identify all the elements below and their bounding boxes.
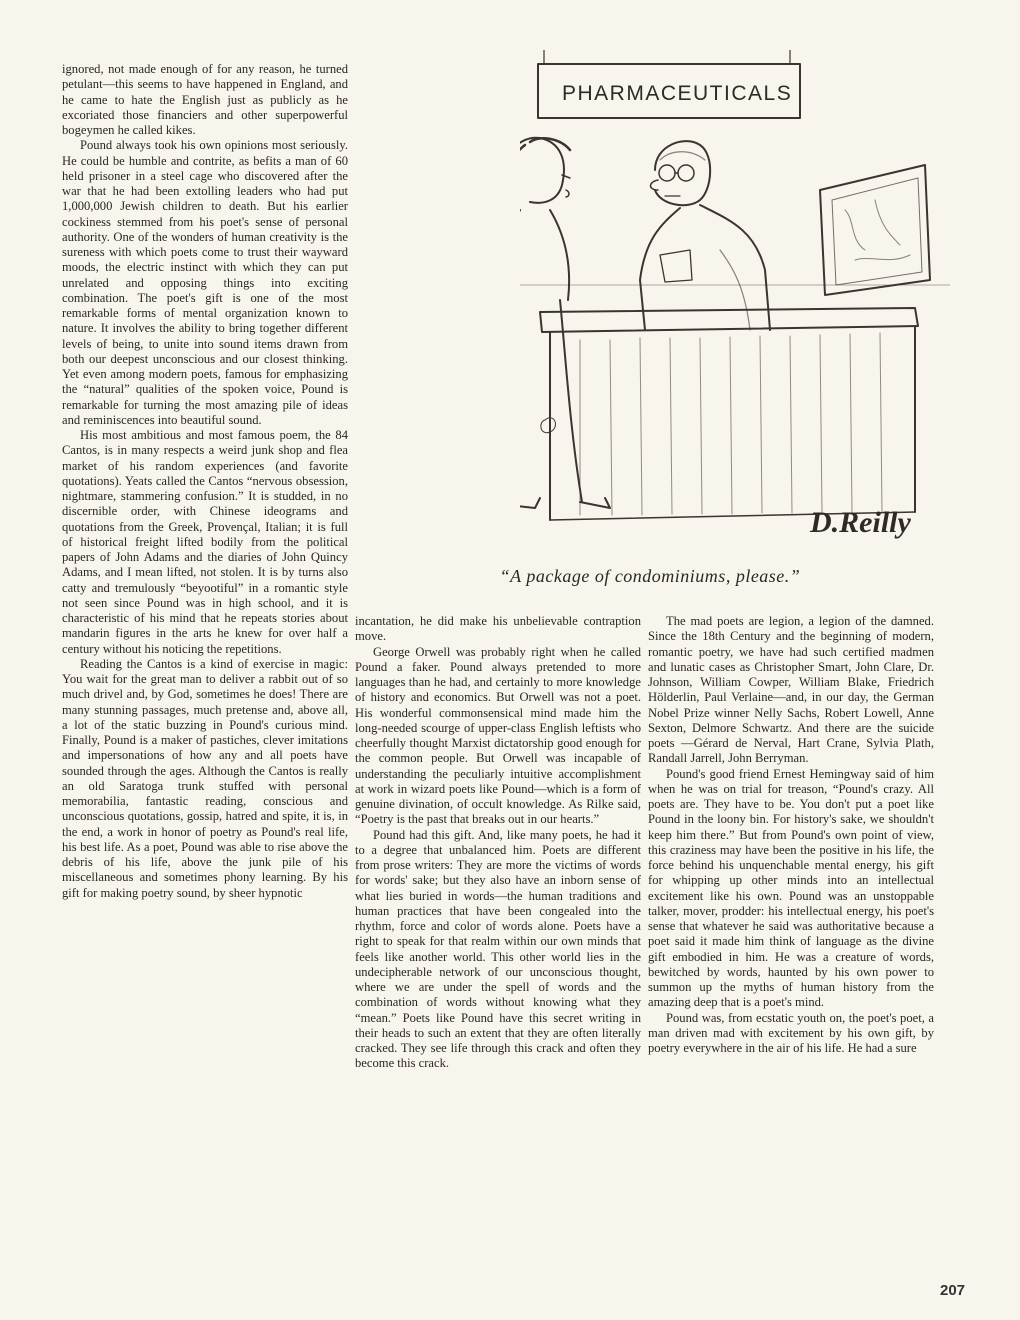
article-column-left <box>62 62 348 901</box>
customer-figure <box>520 138 610 508</box>
paragraph: Pound's good friend Ernest Hemingway said of him when he was on trial for treason, “Pound's crazy. All poets are. They have to be. You don't put a poet like Pound in the loony bin. For history's sake, we shouldn't keep him there.” But from Pound's own point of view, this craziness may have been the positive in his life, the force behind his unquenchable mental energy, his gift for whipping up other minds into an intellectual excitement like his own. Pound was an unstoppable talker, mover, prodder: his intellectual energy, his poet's sense that whatever he said was authoritative because a poet said it made him think of language as the divine gift embodied in him. He was a creature of words, bewitched by words, haunted by his own power to summon up the myths of human history from the amazing deep that is a poet's mind. <box>648 766 934 1010</box>
paragraph: Pound had this gift. And, like many poets, he had it to a degree that unbalanced him. Poets are different from prose writers: They are more the victims of words for words' sake; but they also have an inborn sense of what lies buried in words—the human traditions and human practices that have been congealed into the rhythm, force and color of words alone. Poets have a right to speak for that realm within our own minds that feels like another world. This other world lies in the undecipherable network of our unconscious thought, where we are under the spell of words and the combination of words without knowing what they “mean.” Poets like Pound have this secret writing in their heads to such an extent that they are often literally cracked. They see life through this crack and often they become this crack. <box>355 827 641 1071</box>
article-column-middle <box>355 614 641 1072</box>
cartoon-illustration <box>520 50 950 550</box>
article-column-right <box>648 614 934 1056</box>
pharmacy-counter <box>540 308 918 520</box>
paragraph: George Orwell was probably right when he called Pound a faker. Pound always pretended to more languages than he had, and certainly to more knowledge of history and economics. But Orwell was not a poet. His wonderful commonsensical mind made him the long-needed scourge of upper-class English leftists who cheerfully thought Marxist dictatorship good enough for the common people. But Orwell was incapable of understanding the peculiarly intuitive accomplishment at work in wizard poets like Pound—which is a form of genuine divination, of occult knowledge. As Rilke said, “Poetry is the past that breaks out in our hearts.” <box>355 644 641 827</box>
wall-frame <box>820 165 930 295</box>
sign-text: PHARMACEUTICALS <box>562 82 793 105</box>
paragraph: Reading the Cantos is a kind of exercise in magic: You wait for the great man to deliver a rabbit out of so much drivel and, by God, sometimes he does! There are many stunning passages, much pretense and, above all, a lot of the static buzzing in Pound's curious mind. Finally, Pound is a maker of pastiches, clever imitations and impersonations of how any and all poets have sounded through the ages. Although the Cantos is really an old Saratoga trunk stuffed with personal memorabilia, fantastic reading, conscious and unconscious quotations, gossip, hatred and spite, it is, in the end, a work in honor of poetry as Pound's real life, his best life. As a poet, Pound was able to rise above the debris of his life, above the junk pile of his miscellaneous and sometimes phony learning. By his gift for making poetry sound, by sheer hypnotic <box>62 656 348 900</box>
paragraph: incantation, he did make his unbelievable contraption move. <box>355 614 641 644</box>
pharmacist-figure <box>640 141 770 330</box>
paragraph: ignored, not made enough of for any reason, he turned petulant—this seems to have happened in England, and he came to hate the English just as publicly as he excoriated those financiers and other superpowerful bogeymen he called kikes. <box>62 62 348 137</box>
paragraph: Pound always took his own opinions most seriously. He could be humble and contrite, as befits a man of 60 held prisoner in a steel cage who discovered after the war that he had been extolling leaders who had put 1,000,000 Jewish children to death. But his earlier cockiness stemmed from his poet's sense of personal authority. One of the wonders of human creativity is the sureness with which poets come to trust their wayward moods, the electric instinct with which they can put unrelated and opposing things into exciting combination. The poet's gift is one of the most remarkable forms of mental organization known to nature. It involves the ability to bring together different levels of being, to unite into sound items drawn from both our deepest unconscious and our closest thinking. Yet even among modern poets, famous for emphasizing the “natural” qualities of the spoken voice, Pound is remarkable for turning the most amazing pile of ideas and reminiscences into beautiful sound. <box>62 138 348 427</box>
page-number: 207 <box>940 1282 966 1299</box>
cartoon-drawing <box>520 50 950 550</box>
paragraph: His most ambitious and most famous poem, the 84 Cantos, is in many respects a weird junk shop and flea market of his random experiences (and favorite quotations). Yeats called the Cantos “nervous obsession, nightmare, stammering confusion.” It is studded, in no discernible order, with Chinese ideograms and quotations from the Greek, Provençal, Italian; it is full of historical freight lifted bodily from the political papers of John Adams and the diaries of John Quincy Adams, and I mean lifted, not stolen. It is by turns also catty and tremulously “beyootiful” in a romantic style not seen since Pound was in high school, and it is characteristic of his mind that he repeats stories about mandarin figures in the arts he knew for over half a century without his noticing the repetitions. <box>62 428 348 656</box>
paragraph: Pound was, from ecstatic youth on, the poet's poet, a man driven mad with excitement by his own gift, by poetry everywhere in the air of his life. He had a sure <box>648 1010 934 1055</box>
paragraph: The mad poets are legion, a legion of the damned. Since the 18th Century and the beginning of modern, romantic poetry, we have had such certified madmen and lunatic cases as Christopher Smart, John Clare, Dr. Johnson, William Cowper, William Blake, Friedrich Hölderlin, Paul Verlaine—and, in our day, the German Nobel Prize winner Nelly Sachs, Robert Lowell, Anne Sexton, Delmore Schwartz. And there are the suicide poets —Gérard de Nerval, Hart Crane, Sylvia Plath, Randall Jarrell, John Berryman. <box>648 614 934 766</box>
artist-signature: D.Reilly <box>810 506 911 539</box>
cartoon-caption: “A package of condominiums, please.” <box>499 566 801 586</box>
